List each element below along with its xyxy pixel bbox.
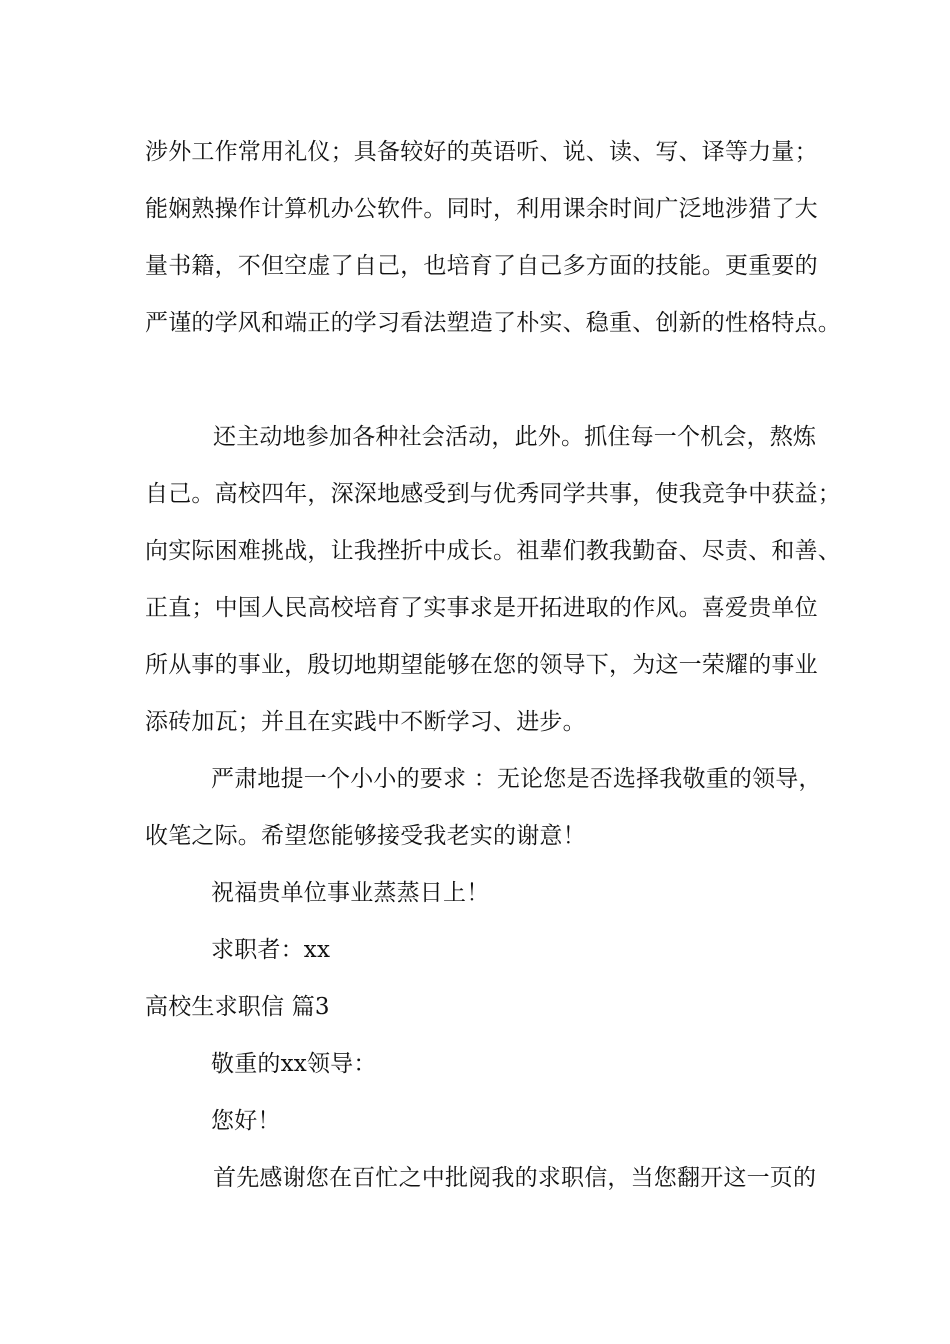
text-line: 所从事的事业，殷切地期望能够在您的领导下，为这一荣耀的事业: [145, 652, 818, 678]
text-line: 严谨的学风和端正的学习看法塑造了朴实、稳重、创新的性格特点。: [145, 310, 841, 336]
paragraph-first-line: 首先感谢您在百忙之中批阅我的求职信，当您翻开这一页的: [213, 1165, 817, 1191]
greeting: 您好！: [211, 1108, 281, 1134]
text-line: 量书籍，不但空虚了自己，也培育了自己多方面的技能。更重要的: [145, 253, 818, 279]
text-line: 正直；中国人民高校培育了实事求是开拓进取的作风。喜爱贵单位: [145, 595, 818, 621]
paragraph-first-line: 还主动地参加各种社会活动，此外。抓住每一个机会，熬炼: [213, 424, 817, 450]
salutation: 敬重的xx领导：: [211, 1051, 377, 1077]
text-line: 自己。高校四年，深深地感受到与优秀同学共事，使我竞争中获益；: [145, 481, 841, 507]
text-line: 添砖加瓦；并且在实践中不断学习、进步。: [145, 709, 586, 735]
section-title: 高校生求职信 篇3: [145, 994, 330, 1020]
paragraph-first-line: 严肃地提一个小小的要求 ：无论您是否选择我敬重的领导，: [211, 766, 822, 792]
text-line: 向实际困难挑战，让我挫折中成长。祖辈们教我勤奋、尽责、和善、: [145, 538, 841, 564]
signature-line: 求职者：xx: [211, 937, 331, 963]
text-line: 涉外工作常用礼仪；具备较好的英语听、说、读、写、译等力量；: [145, 139, 818, 165]
text-line: 能娴熟操作计算机办公软件。同时，利用课余时间广泛地涉猎了大: [145, 196, 818, 222]
text-line: 收笔之际。希望您能够接受我老实的谢意！: [145, 823, 586, 849]
closing-wish: 祝福贵单位事业蒸蒸日上！: [211, 880, 490, 906]
